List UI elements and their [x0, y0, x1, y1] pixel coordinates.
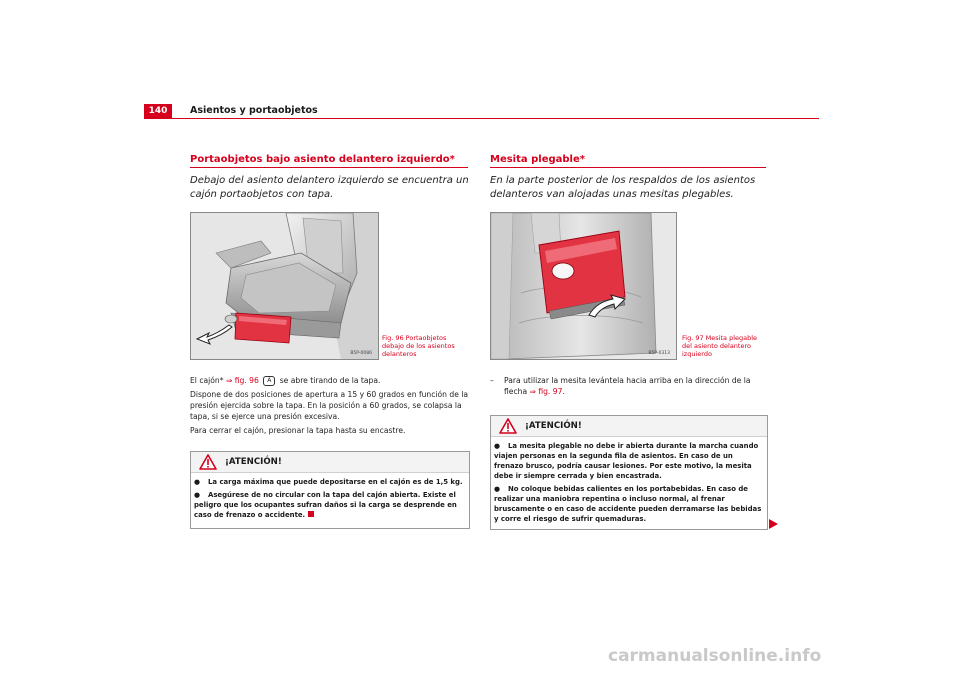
figure-97-caption-line: izquierdo [682, 350, 712, 358]
warning-list [191, 473, 469, 526]
running-title: Asientos y portaobjetos [190, 105, 318, 116]
step-text: Para utilizar la mesita levántela hacia arriba en la dirección de la flecha [504, 376, 751, 396]
xref-arrow-icon: ⇒ [225, 376, 233, 385]
paragraph-text: El cajón* [190, 376, 224, 385]
xref-label: fig. 96 [234, 376, 259, 385]
warning-list [491, 437, 767, 530]
paragraph-close-drawer: Para cerrar el cajón, presionar la tapa hasta su encastre. [190, 426, 406, 435]
warning-item-text: No coloque bebidas calientes en los portabebidas. En caso de realizar una maniobra repentina o incluso normal, al frenar bruscamente o en caso de accidente pueden derramarse las bebidas y corre el riesgo de sufrir quemaduras. [494, 485, 762, 523]
left-body-text [190, 375, 470, 439]
step-text-wrapper [504, 375, 768, 397]
figure-97-caption [682, 334, 772, 358]
bullet-icon: ● [194, 478, 201, 486]
warning-title: ¡ATENCIÓN! [225, 457, 282, 467]
page-number: 140 [144, 104, 172, 118]
warning-triangle-icon [199, 454, 217, 470]
next-page-arrow-icon[interactable] [767, 518, 779, 530]
figure-97-caption-line: Fig. 97 Mesita plegable [682, 334, 758, 342]
figure-96-link[interactable] [226, 376, 259, 385]
warning-item [194, 490, 466, 520]
section-title-storage: Portaobjetos bajo asiento delantero izquierdo* [190, 154, 455, 165]
warning-item [494, 484, 764, 524]
paragraph-positions: Dispone de dos posiciones de apertura a 15 y 60 grados en función de la presión ejercida sobre la tapa. En la posición a 60 grados, se colapsa la tapa, si se ejerce una presión excesiva. [190, 390, 469, 421]
paragraph-open-drawer [190, 375, 470, 386]
warning-box-table [490, 415, 768, 530]
warning-header [191, 452, 469, 473]
instruction-step [490, 375, 768, 397]
warning-item-text: La carga máxima que puede depositarse en el cajón es de 1,5 kg. [208, 478, 463, 486]
figure-96-code: B5P-0086 [350, 351, 372, 356]
bullet-icon: ● [194, 491, 201, 499]
section-lead-table: En la parte posterior de los respaldos de los asientos delanteros van alojadas unas mesitas plegables. [490, 175, 756, 200]
folding-table-illustration [491, 213, 676, 359]
warning-triangle-icon [499, 418, 517, 434]
section-rule-right [490, 167, 766, 168]
paragraph-text: se abre tirando de la tapa. [279, 376, 381, 385]
warning-header [491, 416, 767, 437]
figure-96 [190, 212, 379, 360]
section-rule-left [190, 167, 468, 168]
bullet-icon: ● [494, 442, 501, 450]
figure-96-caption-line: Fig. 96 Portaobjetos [382, 334, 447, 342]
figure-96-caption-line: debajo de los asientos [382, 342, 455, 350]
figure-97 [490, 212, 677, 360]
warning-box-storage [190, 451, 470, 529]
xref-arrow-icon: ⇒ [529, 387, 536, 396]
marker-a-icon: A [263, 376, 275, 386]
figure-96-caption-line: delanteros [382, 350, 417, 358]
figure-97-link[interactable] [530, 387, 563, 396]
watermark: carmanualsonline.info [608, 646, 822, 666]
warning-item [494, 441, 764, 481]
figure-97-code: B5P-0313 [648, 351, 670, 356]
step-dash: – [490, 376, 494, 385]
end-square-icon [308, 511, 314, 517]
section-title-table: Mesita plegable* [490, 154, 585, 165]
seat-storage-illustration [191, 213, 378, 359]
figure-96-caption [382, 334, 472, 358]
xref-label: fig. 97 [538, 387, 563, 396]
figure-97-caption-line: del asiento delantero [682, 342, 751, 350]
section-lead-storage: Debajo del asiento delantero izquierdo se encuentra un cajón portaobjetos con tapa. [190, 175, 469, 200]
step-period: . [562, 387, 565, 396]
warning-title: ¡ATENCIÓN! [525, 421, 582, 431]
warning-item-text: Asegúrese de no circular con la tapa del cajón abierta. Existe el peligro que los ocupantes sufran daños si la carga se desprende en caso de frenazo o accidente. [194, 491, 457, 519]
header-rule [144, 118, 819, 119]
warning-item [194, 477, 466, 487]
bullet-icon: ● [494, 485, 501, 493]
warning-item-text: La mesita plegable no debe ir abierta durante la marcha cuando viajen personas en la segunda fila de asientos. En caso de un frenazo brusco, podría causar lesiones. Por este motivo, la mesita debe ir siempre cerrada y bien encastrada. [494, 442, 759, 480]
